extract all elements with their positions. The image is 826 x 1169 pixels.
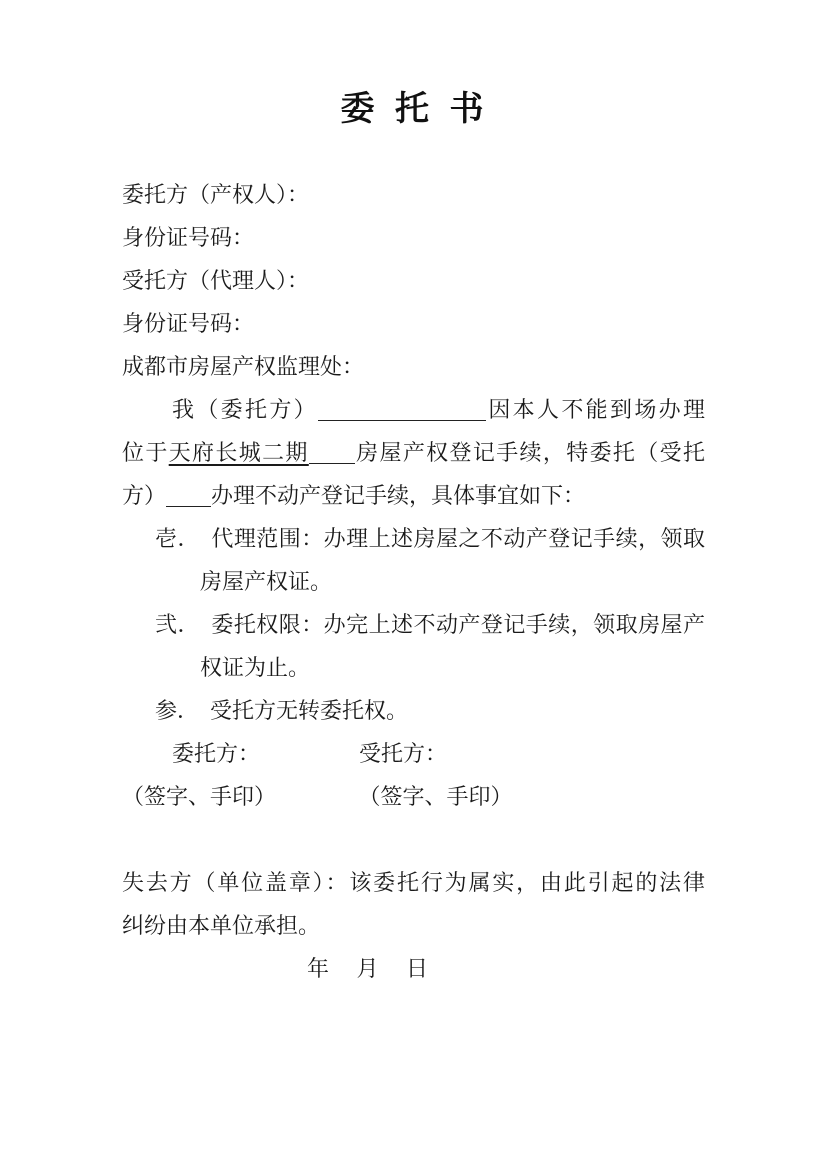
line-item-3: [155, 689, 705, 732]
underlined-text: 天府长城二期: [168, 440, 309, 465]
text-run: 参． 受托方无转委托权。: [155, 698, 409, 723]
text-run: 权证为止。: [200, 655, 311, 680]
text-run: 受托方（代理人）：: [122, 268, 310, 293]
line-item-2a: [155, 603, 705, 646]
line-body-3: [122, 474, 705, 517]
line-item-2b: [200, 646, 705, 689]
fill-in-blank: [446, 416, 486, 421]
text-run: 方）: [122, 483, 167, 508]
text-run: 身份证号码：: [122, 225, 255, 250]
document-body: [0, 173, 826, 990]
text-run: 委托方： 受托方：: [172, 741, 448, 766]
text-run: 成都市房屋产权监理处：: [122, 354, 365, 379]
text-run: （签字、手印） （签字、手印）: [122, 784, 513, 809]
line-item-1a: [155, 517, 705, 560]
text-run: 我（委托方）: [172, 397, 318, 422]
line-item-1b: [200, 560, 705, 603]
text-run: 房屋产权登记手续，特委托（受托: [354, 440, 705, 465]
line-principal-label: [122, 173, 705, 216]
line-agent-label: [122, 259, 705, 302]
line-body-1: [172, 388, 705, 431]
line-spacer: [122, 818, 705, 861]
text-run: 年 月 日: [307, 956, 429, 981]
text-run: 办理不动产登记手续，具体事宜如下：: [211, 483, 586, 508]
text-run: 弐． 委托权限：办完上述不动产登记手续，领取房屋产: [155, 612, 705, 637]
line-authority: [122, 345, 705, 388]
fill-in-blank: [166, 502, 211, 507]
line-body-2: [122, 431, 705, 474]
line-date: [307, 947, 705, 990]
fill-in-blank: [309, 459, 355, 464]
text-run: 纠纷由本单位承担。: [122, 913, 321, 938]
document-title: 委 托 书: [340, 91, 486, 128]
line-signature-labels: [172, 732, 705, 775]
line-unit-seal-2: [122, 904, 705, 947]
text-run: 壱． 代理范围：办理上述房屋之不动产登记手续，领取: [155, 526, 705, 551]
line-agent-id: [122, 302, 705, 345]
text-run: 位于: [122, 440, 169, 465]
text-run: 身份证号码：: [122, 311, 255, 336]
line-signature-note: [122, 775, 705, 818]
text-run: 房屋产权证。: [200, 569, 333, 594]
text-run: 因本人不能到场办理: [486, 397, 705, 422]
text-run: 委托方（产权人）：: [122, 182, 310, 207]
text-run: 失去方（单位盖章）：该委托行为属实，由此引起的法律: [122, 870, 705, 895]
fill-in-blank: [318, 416, 446, 421]
line-principal-id: [122, 216, 705, 259]
line-unit-seal-1: [122, 861, 705, 904]
